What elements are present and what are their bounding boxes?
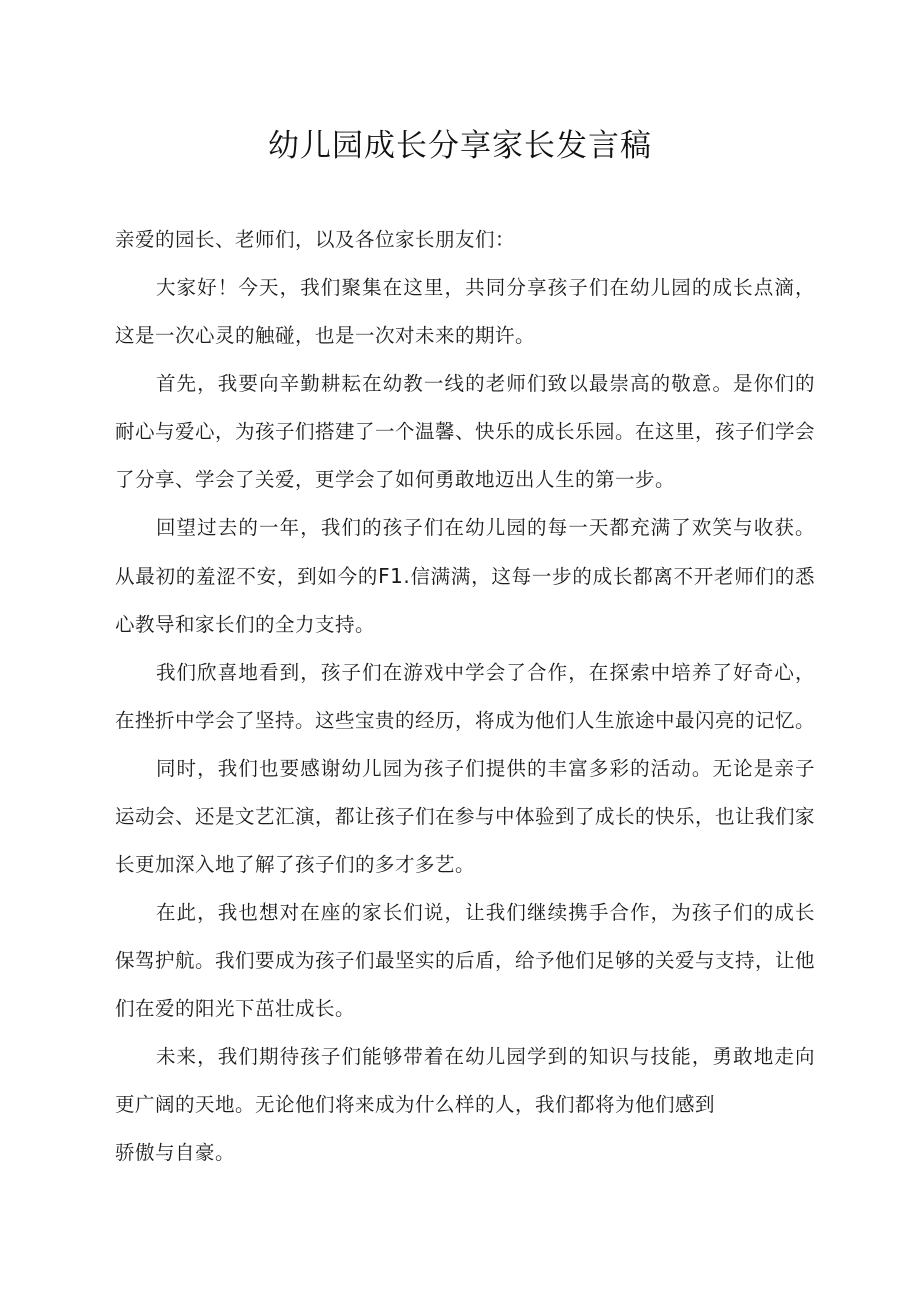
paragraph-2: 首先，我要向辛勤耕耘在幼教一线的老师们致以最崇高的敬意。是你们的耐心与爱心，为孩子们搭建了一个温馨、快乐的成长乐园。在这里，孩子们学会了分享、学会了关爱，更学会了如何勇敢地迈出人生的第一步。 bbox=[115, 372, 816, 491]
paragraph-5: 同时，我们也要感谢幼儿园为孩子们提供的丰富多彩的活动。无论是亲子运动会、还是文艺汇演，都让孩子们在参与中体验到了成长的快乐，也让我们家长更加深入地了解了孩子们的多才多艺。 bbox=[115, 757, 816, 876]
paragraph-6: 在此，我也想对在座的家长们说，让我们继续携手合作，为孩子们的成长保驾护航。我们要成为孩子们最坚实的后盾，给予他们足够的关爱与支持，让他们在爱的阳光下茁壮成长。 bbox=[115, 901, 816, 1020]
paragraph-3 bbox=[115, 504, 815, 649]
paragraph-1: 大家好！今天，我们聚集在这里，共同分享孩子们在幼儿园的成长点滴，这是一次心灵的触碰，也是一次对未来的期许。 bbox=[115, 276, 815, 347]
greeting-line: 亲爱的园长、老师们，以及各位家长朋友们： bbox=[115, 228, 516, 251]
document-body bbox=[115, 216, 815, 1177]
paragraph-4: 我们欣喜地看到，孩子们在游戏中学会了合作，在探索中培养了好奇心，在挫折中学会了坚持。这些宝贵的经历，将成为他们人生旅途中最闪亮的记忆。 bbox=[115, 661, 816, 732]
paragraph-3-end: 信满满，这每一步的成长都离不开老师们的悉心教导和家长们的全力支持。 bbox=[115, 565, 815, 636]
paragraph-3-start: 回望过去的一年，我们的孩子们在幼儿园的每一天都充满了欢笑与收获。从最初的羞涩不安，到如今的 bbox=[115, 516, 815, 588]
paragraph-7: 未来，我们期待孩子们能够带着在幼儿园学到的知识与技能，勇敢地走向更广阔的天地。无论他们将来成为什么样的人，我们都将为他们感到 bbox=[115, 1045, 815, 1116]
paragraph-3-f1-text: F1. bbox=[378, 564, 411, 588]
document-title: 幼儿园成长分享家长发言稿 bbox=[268, 128, 652, 164]
closing-line: 骄傲与自豪。 bbox=[115, 1141, 236, 1164]
